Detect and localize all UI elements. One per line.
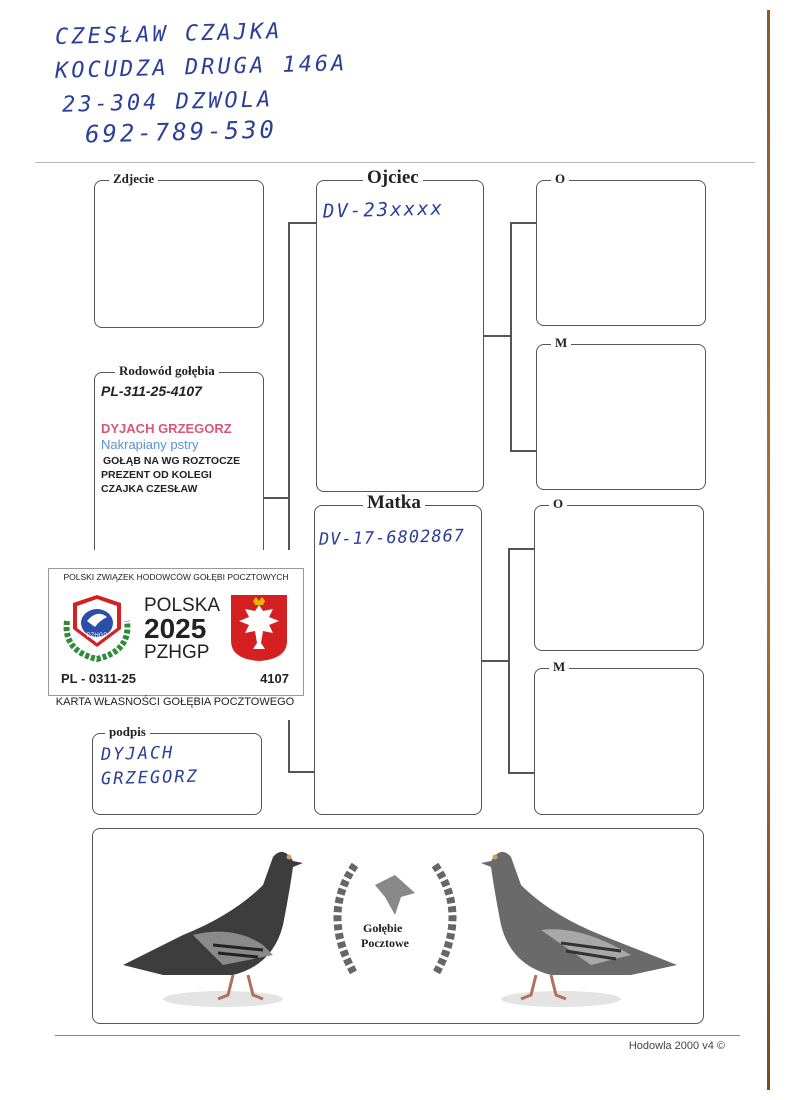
connector: [484, 335, 510, 337]
connector: [288, 222, 316, 224]
note-2: PREZENT OD KOLEGI: [101, 469, 212, 481]
connector: [508, 548, 510, 773]
ownership-sticker: [36, 550, 314, 720]
signature-label: podpis: [105, 724, 150, 740]
connector: [510, 222, 512, 450]
mother-label: Matka: [363, 492, 425, 514]
connector: [508, 772, 534, 774]
pedigree-label: Rodowód gołębia: [115, 363, 219, 379]
photo-label: Zdjecie: [109, 171, 158, 187]
gp-label: M: [551, 335, 571, 351]
sticker-ring-prefix: PL - 0311-25: [61, 671, 136, 686]
emblem-line-2: Pocztowe: [361, 936, 409, 950]
father-label: Ojciec: [363, 167, 423, 189]
mother-ring: DV-17-6802867: [318, 526, 466, 550]
signature-line-2: GRZEGORZ: [100, 766, 200, 790]
sticker-country: POLSKA: [144, 595, 221, 616]
left-pigeon-icon: [123, 835, 303, 1011]
note-3: CZAJKA CZESŁAW: [101, 483, 198, 495]
father-box: [316, 167, 484, 492]
address-line-3: 23-304 DZWOLA: [61, 87, 274, 118]
gp-label: O: [549, 496, 567, 512]
connector: [508, 548, 534, 550]
address-line-4: 692-789-530: [84, 115, 278, 149]
pzhgp-logo-icon: [59, 591, 135, 663]
logo-text: PZHGP: [86, 633, 108, 639]
footer-text: Hodowla 2000 v4 ©: [628, 1040, 725, 1052]
connector: [482, 660, 508, 662]
connector: [264, 497, 288, 499]
sticker-year: 2025: [144, 613, 207, 644]
connector: [510, 222, 536, 224]
sticker-ring-number: 4107: [260, 671, 289, 686]
owner-name: DYJACH GRZEGORZ: [101, 421, 232, 436]
sticker-header: POLSKI ZWIĄZEK HODOWCÓW GOŁĘBI POCZTOWYCH: [63, 572, 289, 582]
emblem-line-1: Gołębie: [363, 921, 403, 935]
signature-line-1: DYJACH: [100, 743, 175, 765]
father-father-box: [536, 171, 706, 326]
father-ring: DV-23xxxx: [322, 197, 445, 223]
note-1: GOŁĄB NA WG ROZTOCZE: [103, 455, 241, 467]
father-mother-box: [536, 335, 706, 490]
paper-edge: [767, 10, 770, 1090]
sticker-caption: KARTA WŁASNOŚCI GOŁĘBIA POCZTOWEGO: [55, 696, 295, 708]
bottom-rule: [55, 1035, 740, 1036]
gp-label: O: [551, 171, 569, 187]
address-line-2: KOCUDZA DRUGA 146A: [54, 51, 348, 84]
top-rule: [35, 162, 755, 163]
gp-label: M: [549, 659, 569, 675]
photo-box: [94, 171, 264, 328]
pigeon-color: Nakrapiany pstry: [101, 437, 199, 452]
mother-mother-box: [534, 659, 704, 815]
sticker-frame: [48, 568, 304, 696]
polish-eagle-icon: [229, 593, 289, 663]
laurel-emblem-icon: [315, 845, 475, 995]
address-line-1: CZESŁAW CZAJKA: [54, 19, 283, 50]
sticker-org: PZHGP: [144, 642, 210, 663]
mother-father-box: [534, 496, 704, 651]
right-pigeon-icon: [481, 835, 677, 1011]
ring-number: PL-311-25-4107: [101, 383, 202, 399]
mother-box: [314, 492, 482, 815]
connector: [510, 450, 536, 452]
signature-box: [92, 724, 262, 815]
illustration-box: [92, 828, 704, 1024]
connector: [288, 771, 314, 773]
